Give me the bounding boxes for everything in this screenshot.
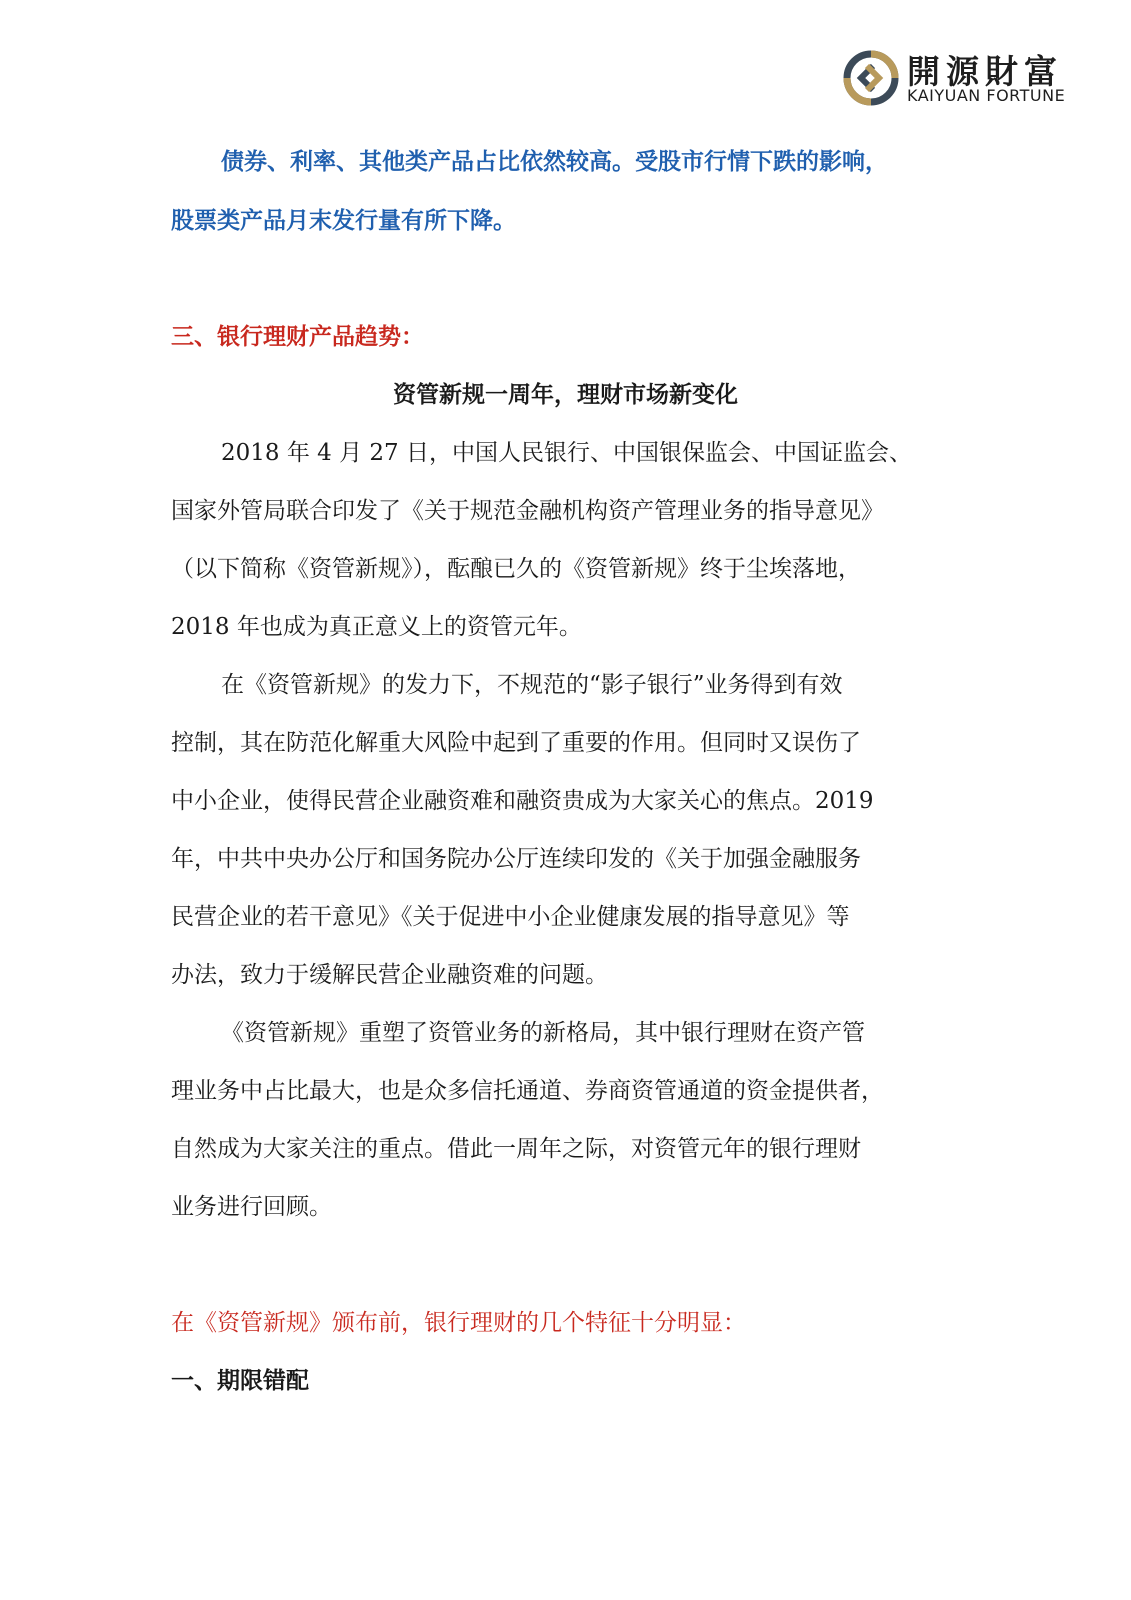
section-heading: 三、银行理财产品趋势： bbox=[171, 323, 424, 350]
para1-line-1: 2018 年 4 月 27 日，中国人民银行、中国银保监会、中国证监会、 bbox=[221, 440, 912, 466]
para3-line-1: 《资管新规》重塑了资管业务的新格局，其中银行理财在资产管 bbox=[221, 1020, 865, 1046]
para1-line-3: （以下简称《资管新规》），酝酿已久的《资管新规》终于尘埃落地， bbox=[171, 556, 861, 582]
feature-item-1-heading: 一、期限错配 bbox=[171, 1367, 309, 1394]
para1-line-4: 2018 年也成为真正意义上的资管元年。 bbox=[171, 614, 582, 640]
section-subtitle: 资管新规一周年，理财市场新变化 bbox=[393, 381, 738, 408]
para2-line-2: 控制，其在防范化解重大风险中起到了重要的作用。但同时又误伤了 bbox=[171, 730, 861, 756]
para3-line-3: 自然成为大家关注的重点。借此一周年之际，对资管元年的银行理财 bbox=[171, 1136, 861, 1162]
intro-line-2: 股票类产品月末发行量有所下降。 bbox=[171, 207, 516, 234]
para3-line-2: 理业务中占比最大，也是众多信托通道、券商资管通道的资金提供者， bbox=[171, 1078, 884, 1104]
para2-line-3: 中小企业，使得民营企业融资难和融资贵成为大家关心的焦点。2019 bbox=[171, 788, 874, 814]
para2-line-6: 办法，致力于缓解民营企业融资难的问题。 bbox=[171, 962, 608, 988]
logo-english-name: KAIYUAN FORTUNE bbox=[907, 86, 1066, 105]
features-intro: 在《资管新规》颁布前，银行理财的几个特征十分明显： bbox=[171, 1310, 746, 1336]
para2-line-1: 在《资管新规》的发力下，不规范的“影子银行”业务得到有效 bbox=[221, 672, 843, 698]
company-logo bbox=[843, 48, 1093, 110]
kaiyuan-logo-icon bbox=[843, 50, 899, 106]
para1-line-2: 国家外管局联合印发了《关于规范金融机构资产管理业务的指导意见》 bbox=[171, 498, 884, 524]
intro-line-1: 债券、利率、其他类产品占比依然较高。受股市行情下跌的影响， bbox=[221, 148, 888, 175]
para2-line-5: 民营企业的若干意见》《关于促进中小企业健康发展的指导意见》等 bbox=[171, 904, 850, 930]
para2-line-4: 年，中共中央办公厅和国务院办公厅连续印发的《关于加强金融服务 bbox=[171, 846, 861, 872]
logo-chinese-name: 開源財富 bbox=[907, 52, 1063, 91]
para3-line-4: 业务进行回顾。 bbox=[171, 1194, 332, 1220]
